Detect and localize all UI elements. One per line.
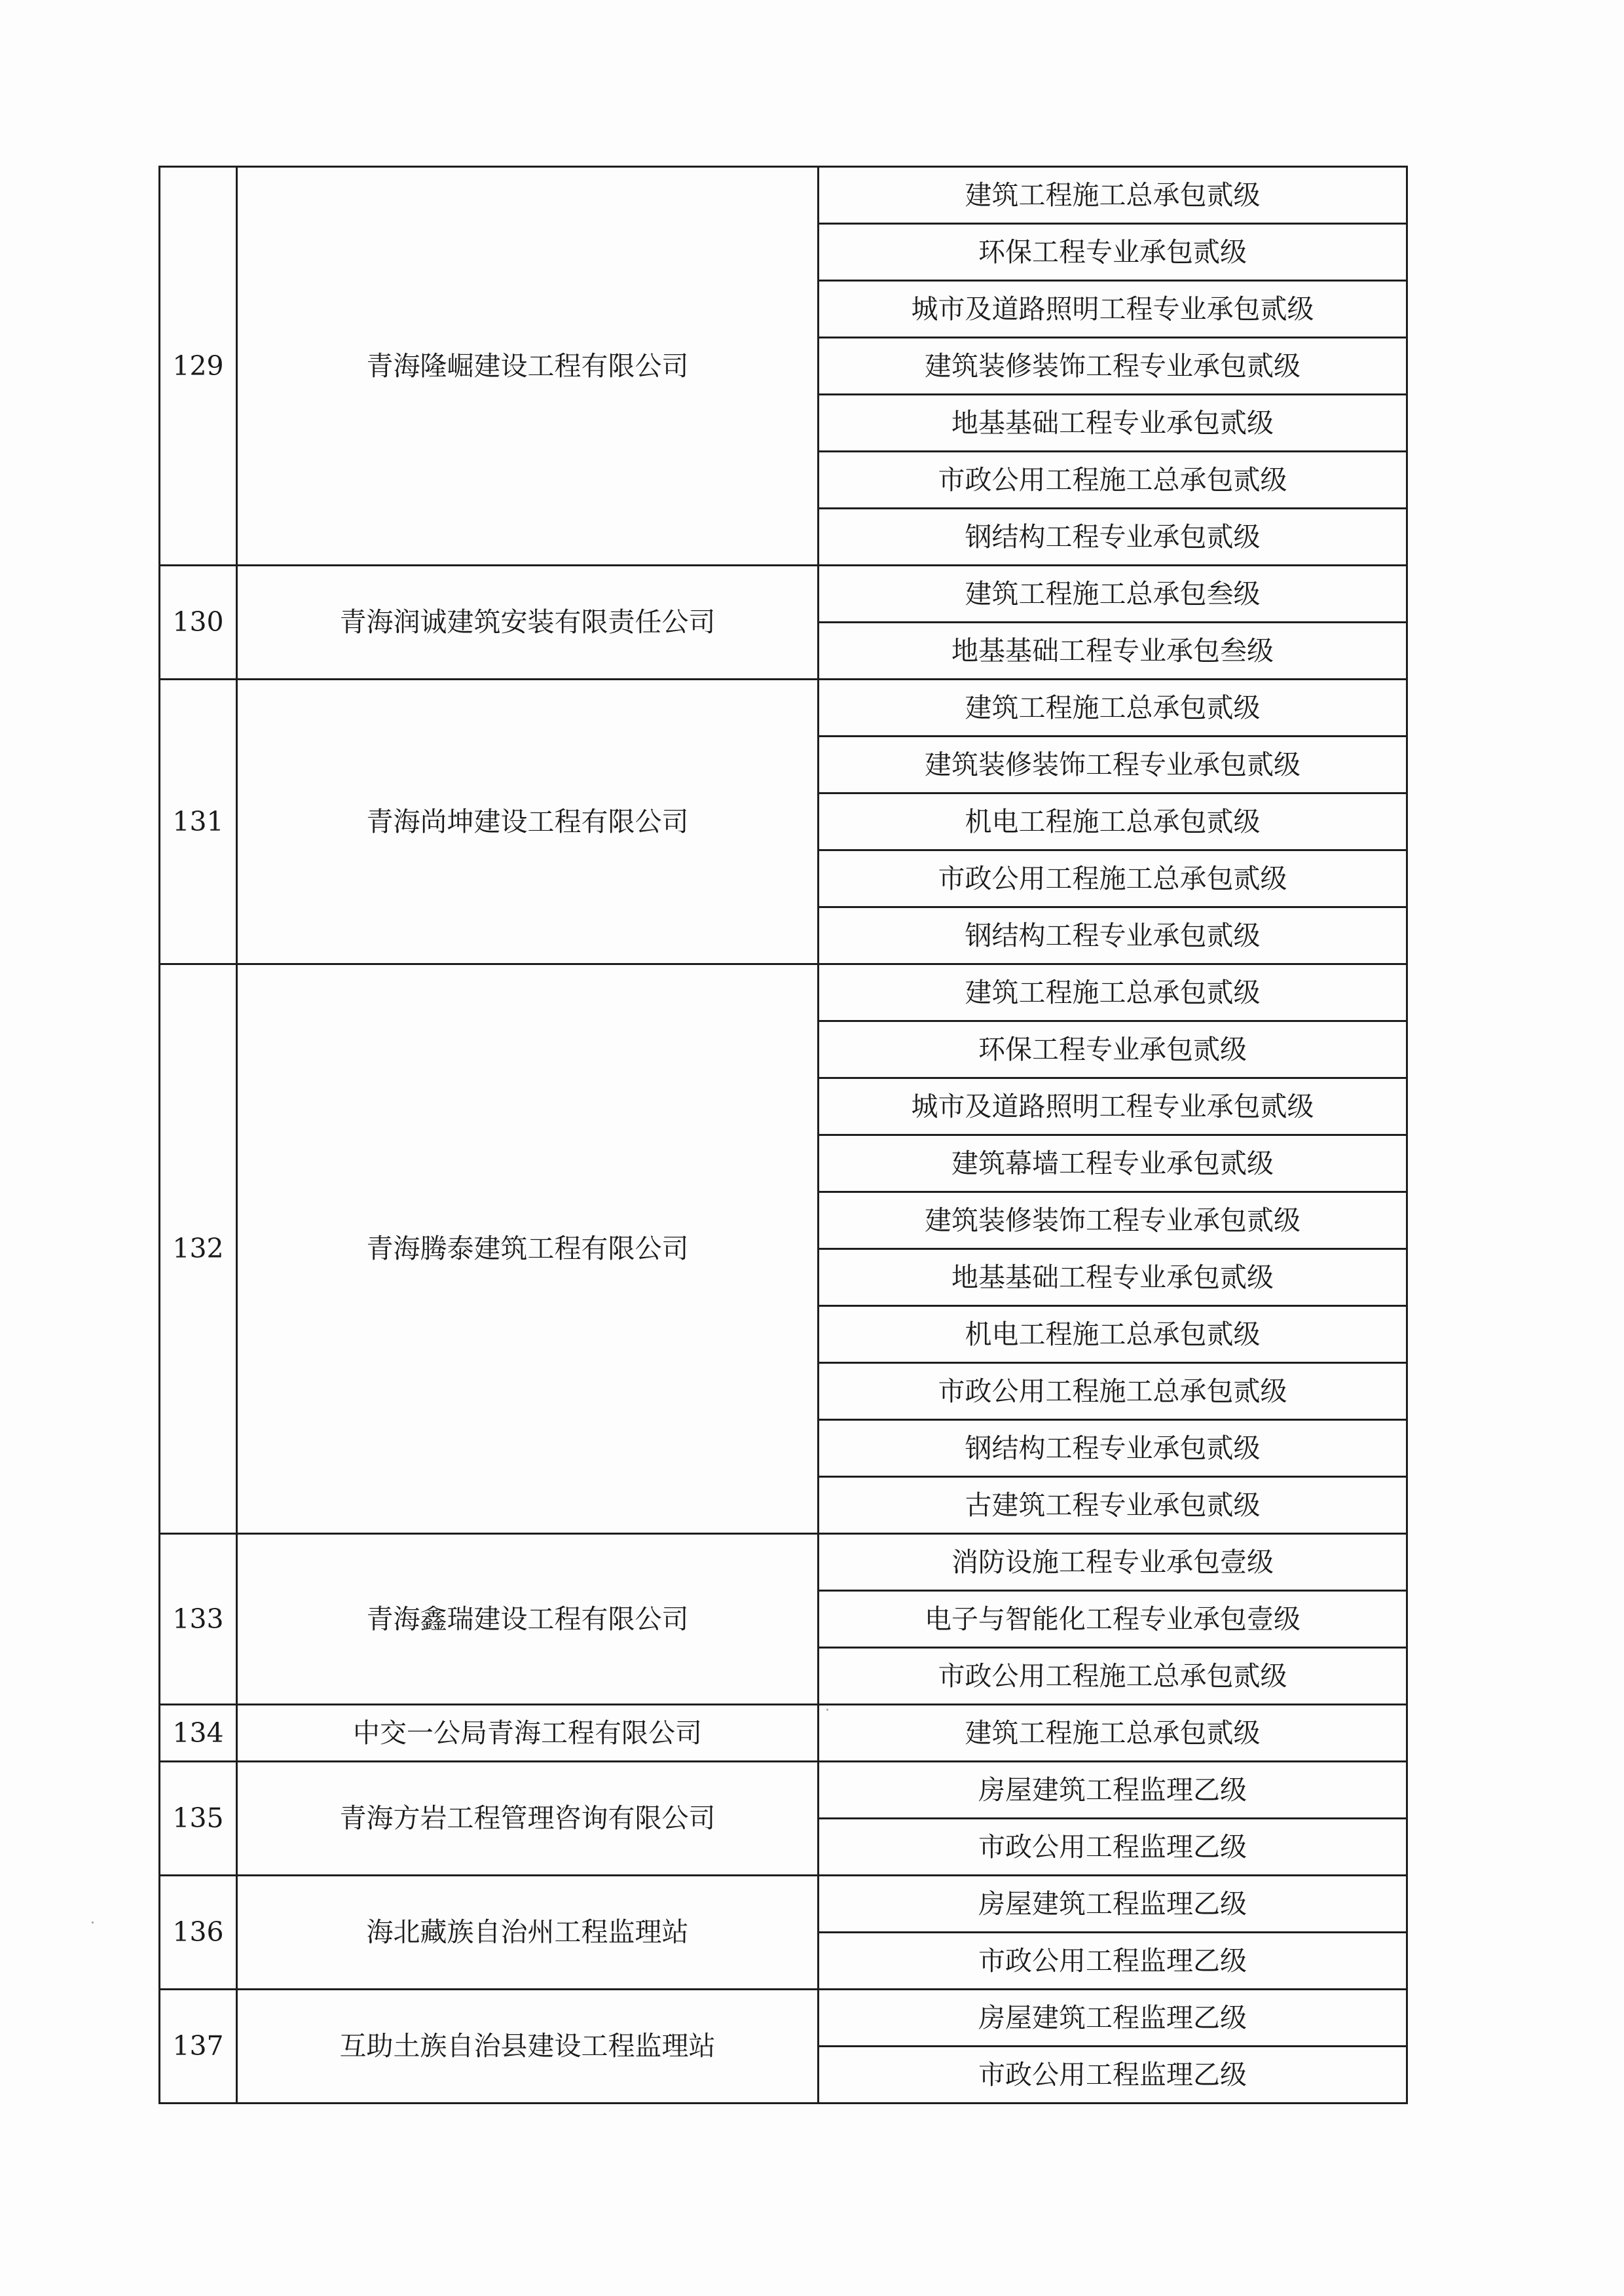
table-row [160,1876,1407,1933]
qualification-cell: 房屋建筑工程监理乙级 [819,1990,1407,2047]
table-row [160,1705,1407,1762]
table-row [160,1990,1407,2047]
qualification-cell: 市政公用工程施工总承包贰级 [819,850,1407,907]
qualification-cell: 机电工程施工总承包贰级 [819,1306,1407,1363]
qualification-cell: 市政公用工程施工总承包贰级 [819,1648,1407,1705]
qualification-cell: 消防设施工程专业承包壹级 [819,1534,1407,1591]
table-row [160,680,1407,737]
qualification-cell: 建筑装修装饰工程专业承包贰级 [819,338,1407,395]
company-name: 海北藏族自治州工程监理站 [237,1876,819,1990]
qualification-cell: 环保工程专业承包贰级 [819,224,1407,281]
qualification-cell: 市政公用工程监理乙级 [819,1933,1407,1990]
qualification-cell: 地基基础工程专业承包贰级 [819,1249,1407,1306]
qualification-cell: 建筑幕墙工程专业承包贰级 [819,1135,1407,1192]
qualification-cell: 建筑工程施工总承包贰级 [819,680,1407,737]
qualification-table [158,166,1408,2104]
table-body [160,167,1407,2104]
qualification-cell: 城市及道路照明工程专业承包贰级 [819,1078,1407,1135]
company-name: 青海腾泰建筑工程有限公司 [237,964,819,1534]
row-number: 135 [160,1762,237,1876]
qualification-cell: 房屋建筑工程监理乙级 [819,1876,1407,1933]
qualification-cell: 机电工程施工总承包贰级 [819,793,1407,850]
company-name: 中交一公局青海工程有限公司 [237,1705,819,1762]
qualification-cell: 古建筑工程专业承包贰级 [819,1477,1407,1534]
qualification-cell: 建筑工程施工总承包贰级 [819,964,1407,1021]
table-row [160,964,1407,1021]
qualification-cell: 市政公用工程施工总承包贰级 [819,1363,1407,1420]
qualification-cell: 建筑工程施工总承包叁级 [819,566,1407,623]
company-name: 青海尚坤建设工程有限公司 [237,680,819,964]
qualification-cell: 房屋建筑工程监理乙级 [819,1762,1407,1819]
qualification-cell: 市政公用工程监理乙级 [819,1819,1407,1876]
company-name: 青海方岩工程管理咨询有限公司 [237,1762,819,1876]
qualification-cell: 市政公用工程监理乙级 [819,2047,1407,2104]
company-name: 互助土族自治县建设工程监理站 [237,1990,819,2104]
qualification-cell: 钢结构工程专业承包贰级 [819,1420,1407,1477]
company-name: 青海隆崛建设工程有限公司 [237,167,819,566]
row-number: 132 [160,964,237,1534]
qualification-cell: 建筑装修装饰工程专业承包贰级 [819,737,1407,793]
qualification-cell: 地基基础工程专业承包贰级 [819,395,1407,452]
table-row [160,566,1407,623]
qualification-cell: 城市及道路照明工程专业承包贰级 [819,281,1407,338]
company-name: 青海鑫瑞建设工程有限公司 [237,1534,819,1705]
table-row [160,1762,1407,1819]
table-row [160,1534,1407,1591]
qualification-cell: 电子与智能化工程专业承包壹级 [819,1591,1407,1648]
company-name: 青海润诚建筑安装有限责任公司 [237,566,819,680]
qualification-cell: 钢结构工程专业承包贰级 [819,509,1407,566]
qualification-cell: 钢结构工程专业承包贰级 [819,907,1407,964]
scan-speck [92,1922,94,1923]
row-number: 133 [160,1534,237,1705]
row-number: 130 [160,566,237,680]
row-number: 137 [160,1990,237,2104]
qualification-cell: 建筑工程施工总承包贰级 [819,1705,1407,1762]
scan-speck [826,1709,828,1711]
row-number: 129 [160,167,237,566]
row-number: 136 [160,1876,237,1990]
qualification-cell: 地基基础工程专业承包叁级 [819,623,1407,680]
qualification-cell: 建筑装修装饰工程专业承包贰级 [819,1192,1407,1249]
qualification-cell: 市政公用工程施工总承包贰级 [819,452,1407,509]
qualification-cell: 建筑工程施工总承包贰级 [819,167,1407,224]
qualification-cell: 环保工程专业承包贰级 [819,1021,1407,1078]
row-number: 134 [160,1705,237,1762]
table-row [160,167,1407,224]
row-number: 131 [160,680,237,964]
